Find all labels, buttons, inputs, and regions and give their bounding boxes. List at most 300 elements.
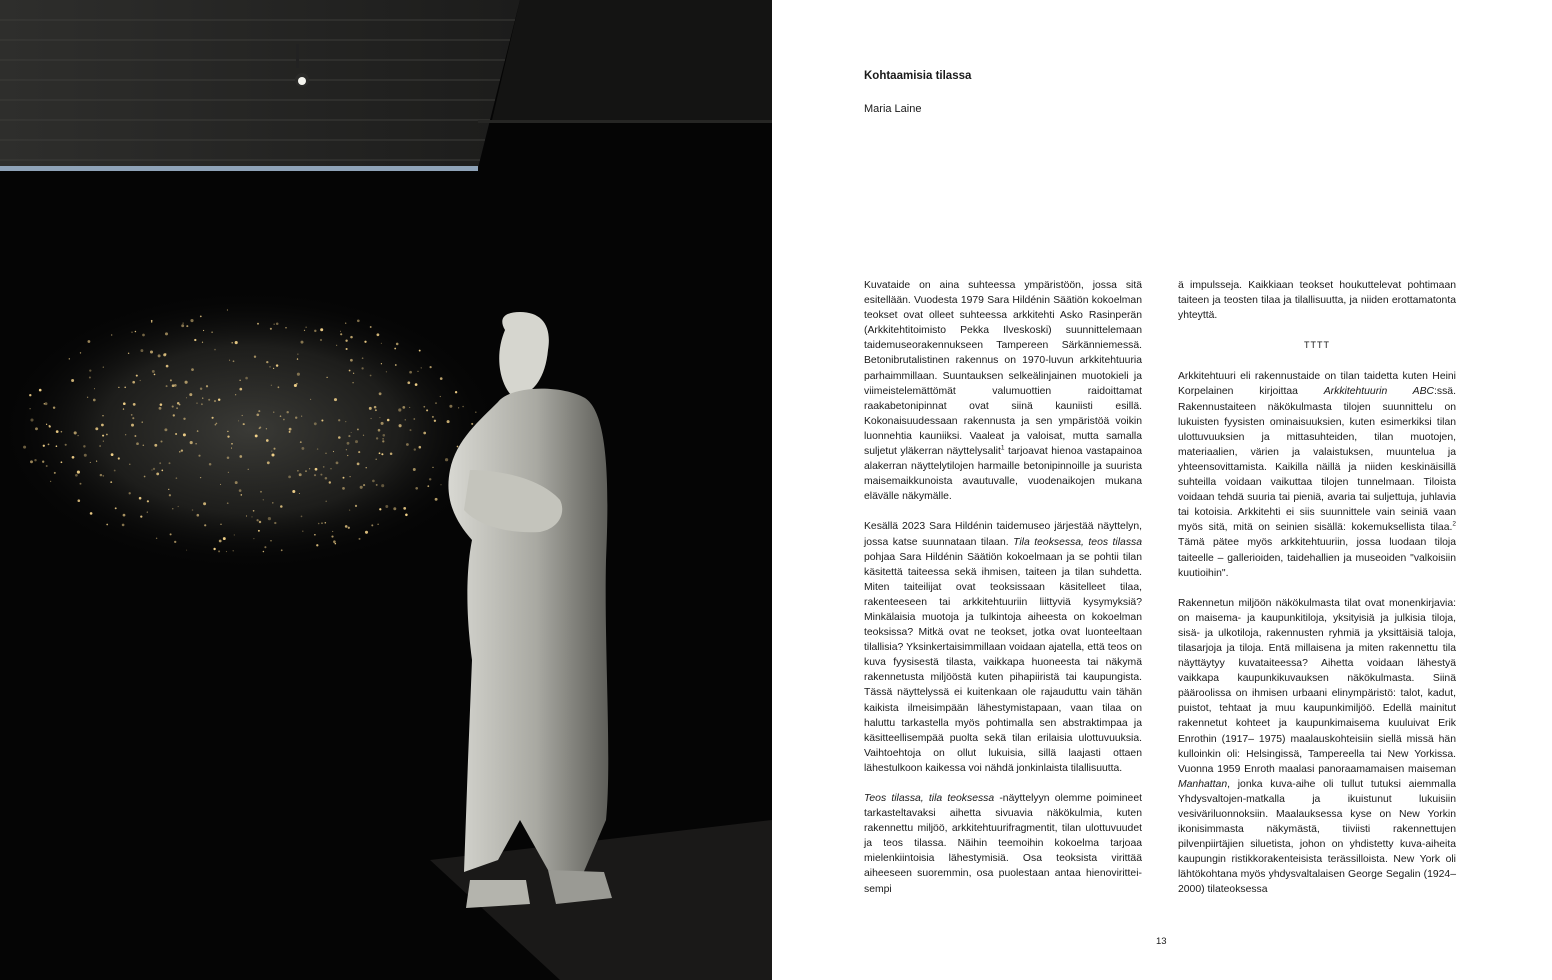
city-light xyxy=(215,424,216,425)
city-light xyxy=(440,377,443,380)
city-light xyxy=(140,349,143,352)
city-light xyxy=(435,498,438,501)
city-light xyxy=(178,506,179,507)
city-light xyxy=(35,427,38,430)
city-light xyxy=(295,417,297,419)
city-light xyxy=(202,397,203,398)
city-light xyxy=(95,427,98,430)
city-light xyxy=(376,484,378,486)
city-light xyxy=(370,375,372,377)
city-light xyxy=(301,516,303,518)
city-light xyxy=(233,550,234,551)
city-light xyxy=(323,466,325,468)
city-light xyxy=(235,341,238,344)
city-light xyxy=(132,417,134,419)
city-light xyxy=(329,481,331,483)
city-light xyxy=(181,449,183,451)
footnote-marker: 2 xyxy=(1452,520,1456,528)
city-light xyxy=(173,414,175,416)
city-light xyxy=(56,430,59,433)
city-light xyxy=(198,455,200,457)
city-light xyxy=(195,443,196,444)
city-light xyxy=(378,429,381,432)
city-light xyxy=(176,407,178,409)
city-light xyxy=(297,354,298,355)
city-light xyxy=(48,444,50,446)
city-light xyxy=(165,332,168,335)
city-light xyxy=(34,459,36,461)
city-light xyxy=(243,423,245,425)
text-column-left xyxy=(864,278,1142,912)
city-light xyxy=(440,396,441,397)
city-light xyxy=(186,397,187,398)
city-light xyxy=(271,453,274,456)
city-light xyxy=(203,502,206,505)
city-light xyxy=(129,464,130,465)
city-light xyxy=(409,407,410,408)
city-light xyxy=(103,441,104,442)
city-light xyxy=(345,525,348,528)
city-light xyxy=(152,370,155,373)
city-light xyxy=(347,442,350,445)
city-light xyxy=(338,436,341,439)
city-light xyxy=(102,415,103,416)
city-light xyxy=(297,358,298,359)
city-light xyxy=(223,537,226,540)
city-light xyxy=(125,434,126,435)
city-light xyxy=(260,491,262,493)
city-light xyxy=(170,379,172,381)
city-light xyxy=(413,468,416,471)
city-light xyxy=(128,353,129,354)
city-light xyxy=(274,522,276,524)
city-light xyxy=(285,327,286,328)
city-light xyxy=(166,365,169,368)
city-light xyxy=(96,461,97,462)
city-light xyxy=(383,434,386,437)
city-light xyxy=(292,490,295,493)
city-light xyxy=(273,323,275,325)
city-light xyxy=(133,403,136,406)
city-light xyxy=(185,381,188,384)
city-light xyxy=(280,415,282,417)
city-light xyxy=(458,407,459,408)
city-light xyxy=(201,403,203,405)
city-light xyxy=(457,446,459,448)
city-light xyxy=(29,394,31,396)
city-light xyxy=(186,325,188,327)
city-light xyxy=(407,381,410,384)
city-light xyxy=(320,474,322,476)
city-light xyxy=(74,431,77,434)
city-light xyxy=(239,489,242,492)
city-light xyxy=(362,357,364,359)
city-light xyxy=(357,463,360,466)
ceiling xyxy=(0,0,520,168)
city-light xyxy=(87,340,90,343)
city-light xyxy=(419,446,422,449)
city-light xyxy=(251,516,252,517)
city-light xyxy=(423,406,425,408)
city-light xyxy=(398,408,401,411)
city-light xyxy=(355,440,358,443)
city-light xyxy=(475,411,477,413)
city-light xyxy=(233,360,235,362)
city-light xyxy=(406,443,409,446)
exhibition-photo xyxy=(0,0,772,980)
city-light xyxy=(415,383,418,386)
city-light xyxy=(111,334,112,335)
city-light xyxy=(174,384,177,387)
city-light xyxy=(301,447,304,450)
city-light xyxy=(156,538,157,539)
city-light xyxy=(200,477,201,478)
city-light xyxy=(129,492,131,494)
city-light xyxy=(396,343,399,346)
city-light xyxy=(334,398,337,401)
city-light xyxy=(102,435,104,437)
city-light xyxy=(257,323,259,325)
city-light xyxy=(239,388,242,391)
city-light xyxy=(357,428,359,430)
city-light xyxy=(103,475,105,477)
city-light xyxy=(266,361,268,363)
city-light xyxy=(361,367,363,369)
paragraph: Arkkitehtuuri eli rakennustaide on tilan taidetta kuten Heini Korpelainen kirjoittaa Arkkitehtuurin ABC:ssä. Rakennustaiteen näkökulmasta tilojen suunnittelu on lukuisten fyysisten ominaisuuksien, kuten esimerkiksi tilan ulottuvuuksien ja mittasuhteiden, tilan muotojen, materiaalien, värien ja valaistuksen, muuntelua ja yhteensovittamista. Kaikilla näillä ja niiden keskinäisillä suhteilla voidaan vaikuttaa tilojen tunnelmaan. Tiloista voidaan tehdä suuria tai pieniä, avaria tai suljettuja, juhlavia tai kotoisia. Arkkitehti ei siis suunnittele vain seiniä vaan myös sitä, mitä on seinien sisällä: kokemuksellista tilaa.$^2$ Tämä pätee myös arkkitehtuuriin, jossa luodaan tiloja taiteelle – gallerioiden, taidehallien ja museoiden "valkoisiin kuutioihin". xyxy=(1178,371,1456,579)
city-light xyxy=(101,424,104,427)
city-light xyxy=(278,386,280,388)
city-light xyxy=(227,435,229,437)
city-light xyxy=(423,432,426,435)
city-light xyxy=(350,336,353,339)
city-light xyxy=(158,354,161,357)
city-light xyxy=(375,458,377,460)
city-light xyxy=(174,541,176,543)
city-light xyxy=(432,416,434,418)
city-light xyxy=(110,481,112,483)
city-light xyxy=(381,422,384,425)
city-light xyxy=(349,476,350,477)
article-page xyxy=(772,0,1552,980)
city-light xyxy=(435,402,436,403)
city-light xyxy=(440,484,441,485)
city-light xyxy=(147,500,149,502)
city-light xyxy=(190,319,193,322)
city-light xyxy=(321,522,323,524)
city-light xyxy=(343,477,345,479)
city-light xyxy=(310,399,311,400)
city-light xyxy=(427,485,429,487)
city-light xyxy=(132,381,135,384)
city-light xyxy=(115,507,117,509)
city-light xyxy=(214,349,216,351)
city-light xyxy=(160,440,162,442)
city-light xyxy=(376,437,378,439)
city-light xyxy=(297,470,299,472)
city-light xyxy=(111,453,114,456)
city-light xyxy=(305,470,307,472)
city-light xyxy=(289,431,291,433)
city-light xyxy=(154,374,156,376)
city-light xyxy=(345,421,346,422)
city-light xyxy=(103,366,104,367)
city-light xyxy=(332,531,333,532)
city-light xyxy=(211,331,213,333)
city-light xyxy=(253,510,255,512)
city-light xyxy=(314,330,316,332)
city-light xyxy=(94,388,95,389)
city-light xyxy=(409,371,412,374)
city-light xyxy=(255,434,258,437)
city-light xyxy=(302,530,303,531)
light-strip xyxy=(0,166,478,171)
city-light xyxy=(379,392,382,395)
city-light xyxy=(227,502,229,504)
city-light xyxy=(248,469,249,470)
city-light xyxy=(164,353,166,355)
city-light xyxy=(239,455,242,458)
city-light xyxy=(342,487,345,490)
city-light xyxy=(218,550,220,552)
city-light xyxy=(164,428,167,431)
city-light xyxy=(152,470,153,471)
city-light xyxy=(259,427,261,429)
city-light xyxy=(123,514,126,517)
city-light xyxy=(254,356,256,358)
city-light xyxy=(333,540,336,543)
city-light xyxy=(77,471,80,474)
city-light xyxy=(206,385,208,387)
city-light xyxy=(455,391,457,393)
city-light xyxy=(276,364,278,366)
city-light xyxy=(87,397,88,398)
city-light xyxy=(189,393,192,396)
city-light xyxy=(231,448,232,449)
city-light xyxy=(386,371,387,372)
city-light xyxy=(160,403,163,406)
city-light xyxy=(268,517,271,520)
city-light xyxy=(288,476,291,479)
city-light xyxy=(349,509,350,510)
city-light xyxy=(118,457,120,459)
city-light xyxy=(134,435,136,437)
city-light xyxy=(153,468,155,470)
paragraph: Kesällä 2023 Sara Hildénin taidemuseo järjestää näyttelyn, jossa katse suunnataan tilaan. Tila teoksessa, teos tilassa pohjaa Sara Hildénin Säätiön kokoelmaan ja se pohtii tilan käsitettä taiteessa sekä ihmisen, taiteen ja tilan suhdetta. Miten taiteilijat ovat teoksissaan käsitelleet tilaa, rakenteeseen tai arkkitehtuuriin liittyviä kysymyksiä? Minkälaisia muotoja ja tulkintoja aiheesta on kokoelman teoksissa? Mitkä ovat ne teokset, jotka ovat luonteeltaan tilallisia? Yksinkertaisimmillaan voidaan ajatella, että teos on kuva fyysisestä tilasta, vaikkapa huoneesta tai näkymä rakennetusta miljööstä kuten pihapiiristä tai kaupungista. Tässä näyttelyssä ei kuitenkaan ole rajauduttu vain tähän kaikista ilmeisimpään lähestymistapaan, vaan tilaa on haluttu tarkastella myös pohtimalla sen abstraktimpaa ja käsitteellisempää puolta sekä tilan erilaisia ulottuvuuksia. Vaihtoehtoja on ollut lukuisia, sillä laajasti ottaen lähestulkoon kaikessa voi nähdä jonkinlaista tilallisuutta. xyxy=(864,521,1142,774)
city-light xyxy=(253,538,254,539)
city-light xyxy=(42,461,44,463)
city-light xyxy=(106,434,108,436)
city-light xyxy=(330,468,331,469)
paragraph: Teos tilassa, tila teoksessa -näyttelyyn olemme poimineet tarkasteltavaksi aihetta sivuavia näkökulmia, kuten rakennettu miljöö, arkkitehtuurifragmentit, tilan ulottuvuudet ja teos tilassa. Näihin teemoihin kokoelma tarjoaa mielenkiintoisia lähestymisiä. Osa teoksista virittää aiheeseen suoremmin, osa puolestaan antaa hienoviritteisempi xyxy=(864,793,1142,895)
city-light xyxy=(89,369,91,371)
footnote-marker: 1 xyxy=(1000,444,1005,452)
city-light xyxy=(304,330,305,331)
city-light xyxy=(359,538,361,540)
city-light xyxy=(269,366,270,367)
city-light xyxy=(245,377,248,380)
city-light xyxy=(30,418,33,421)
city-light xyxy=(318,523,320,525)
city-light xyxy=(44,403,46,405)
city-light xyxy=(131,414,133,416)
city-light xyxy=(118,387,119,388)
city-light xyxy=(227,309,228,310)
city-light xyxy=(371,524,373,526)
city-light xyxy=(394,348,396,350)
city-light xyxy=(264,546,266,548)
city-light xyxy=(379,452,381,454)
city-light xyxy=(61,461,63,463)
city-light xyxy=(100,474,102,476)
city-light xyxy=(209,463,212,466)
city-light xyxy=(381,484,384,487)
city-light xyxy=(273,448,275,450)
city-light xyxy=(122,524,125,527)
city-light xyxy=(220,524,221,525)
city-light xyxy=(235,481,238,484)
city-light xyxy=(213,548,215,550)
city-light xyxy=(335,543,337,545)
city-light xyxy=(379,508,381,510)
city-light xyxy=(382,438,383,439)
city-light xyxy=(289,428,292,431)
city-light xyxy=(197,430,199,432)
city-light xyxy=(131,424,134,427)
city-light xyxy=(403,507,406,510)
city-light xyxy=(258,530,260,532)
city-light xyxy=(333,451,334,452)
city-light xyxy=(161,470,163,472)
city-light xyxy=(421,367,422,368)
city-light xyxy=(99,445,101,447)
page-number: 13 xyxy=(1156,936,1167,947)
city-light xyxy=(471,423,473,425)
city-light xyxy=(363,435,364,436)
city-light xyxy=(276,323,279,326)
city-light xyxy=(172,406,174,408)
city-light xyxy=(242,415,243,416)
city-light xyxy=(352,382,354,384)
city-light xyxy=(355,505,357,507)
city-light xyxy=(434,420,436,422)
city-light xyxy=(90,512,93,515)
city-light xyxy=(168,489,169,490)
city-light xyxy=(151,320,153,322)
city-light xyxy=(256,519,258,521)
city-light xyxy=(228,472,229,473)
city-light xyxy=(348,527,350,529)
city-light xyxy=(172,508,173,509)
city-light xyxy=(320,328,323,331)
city-light xyxy=(50,481,51,482)
city-light xyxy=(419,350,421,352)
city-light xyxy=(139,497,142,500)
city-light xyxy=(462,406,464,408)
city-light xyxy=(415,487,418,490)
city-light xyxy=(326,377,327,378)
city-light xyxy=(299,473,302,476)
city-light xyxy=(259,521,261,523)
city-light xyxy=(301,341,304,344)
city-light xyxy=(445,458,448,461)
city-light xyxy=(140,515,142,517)
city-light xyxy=(183,433,186,436)
city-light xyxy=(336,462,339,465)
city-light xyxy=(271,451,272,452)
city-light xyxy=(43,445,45,447)
city-light xyxy=(336,345,337,346)
city-light xyxy=(377,524,378,525)
city-light xyxy=(393,507,396,510)
city-light xyxy=(214,400,216,402)
city-light xyxy=(325,477,328,480)
city-light xyxy=(370,418,371,419)
city-light xyxy=(314,422,317,425)
city-light xyxy=(325,500,327,502)
city-light xyxy=(135,331,137,333)
city-light xyxy=(273,412,274,413)
city-light xyxy=(353,373,354,374)
city-light xyxy=(382,440,384,442)
city-light xyxy=(203,330,204,331)
city-light xyxy=(197,514,200,517)
city-light xyxy=(194,339,196,341)
city-light xyxy=(402,406,405,409)
city-light xyxy=(226,551,227,552)
city-light xyxy=(219,540,222,543)
city-light xyxy=(413,418,415,420)
city-light xyxy=(270,328,272,330)
city-light xyxy=(159,407,162,410)
city-light xyxy=(315,468,318,471)
city-light xyxy=(410,429,412,431)
city-light xyxy=(256,413,259,416)
city-light xyxy=(179,404,181,406)
city-light xyxy=(309,468,310,469)
city-light xyxy=(227,456,230,459)
city-light xyxy=(266,428,267,429)
city-light xyxy=(182,322,183,323)
paragraph-continued: ä impulsseja. Kaikkiaan teokset houkuttelevat pohtimaan taiteen ja teosten tilaa ja tilallisuutta, ja niiden erottamatonta yhteyttä. xyxy=(1178,280,1456,322)
city-light xyxy=(390,452,393,455)
city-light xyxy=(331,536,333,538)
city-light xyxy=(280,505,283,508)
city-light xyxy=(150,350,153,353)
city-light xyxy=(218,399,220,401)
city-light xyxy=(123,402,126,405)
city-light xyxy=(347,455,348,456)
city-light xyxy=(395,364,397,366)
city-light xyxy=(399,424,402,427)
city-light xyxy=(169,462,171,464)
city-light xyxy=(370,326,372,328)
city-light xyxy=(170,533,172,535)
city-light xyxy=(338,419,340,421)
city-light xyxy=(345,340,347,342)
city-light xyxy=(366,467,367,468)
city-light xyxy=(385,505,388,508)
city-light xyxy=(363,484,365,486)
city-light xyxy=(200,316,202,318)
city-light xyxy=(405,514,408,517)
city-light xyxy=(30,408,31,409)
city-light xyxy=(154,444,157,447)
city-light xyxy=(144,476,146,478)
city-light xyxy=(61,431,63,433)
city-light xyxy=(53,406,55,408)
city-light xyxy=(273,368,274,369)
city-light xyxy=(286,411,288,413)
